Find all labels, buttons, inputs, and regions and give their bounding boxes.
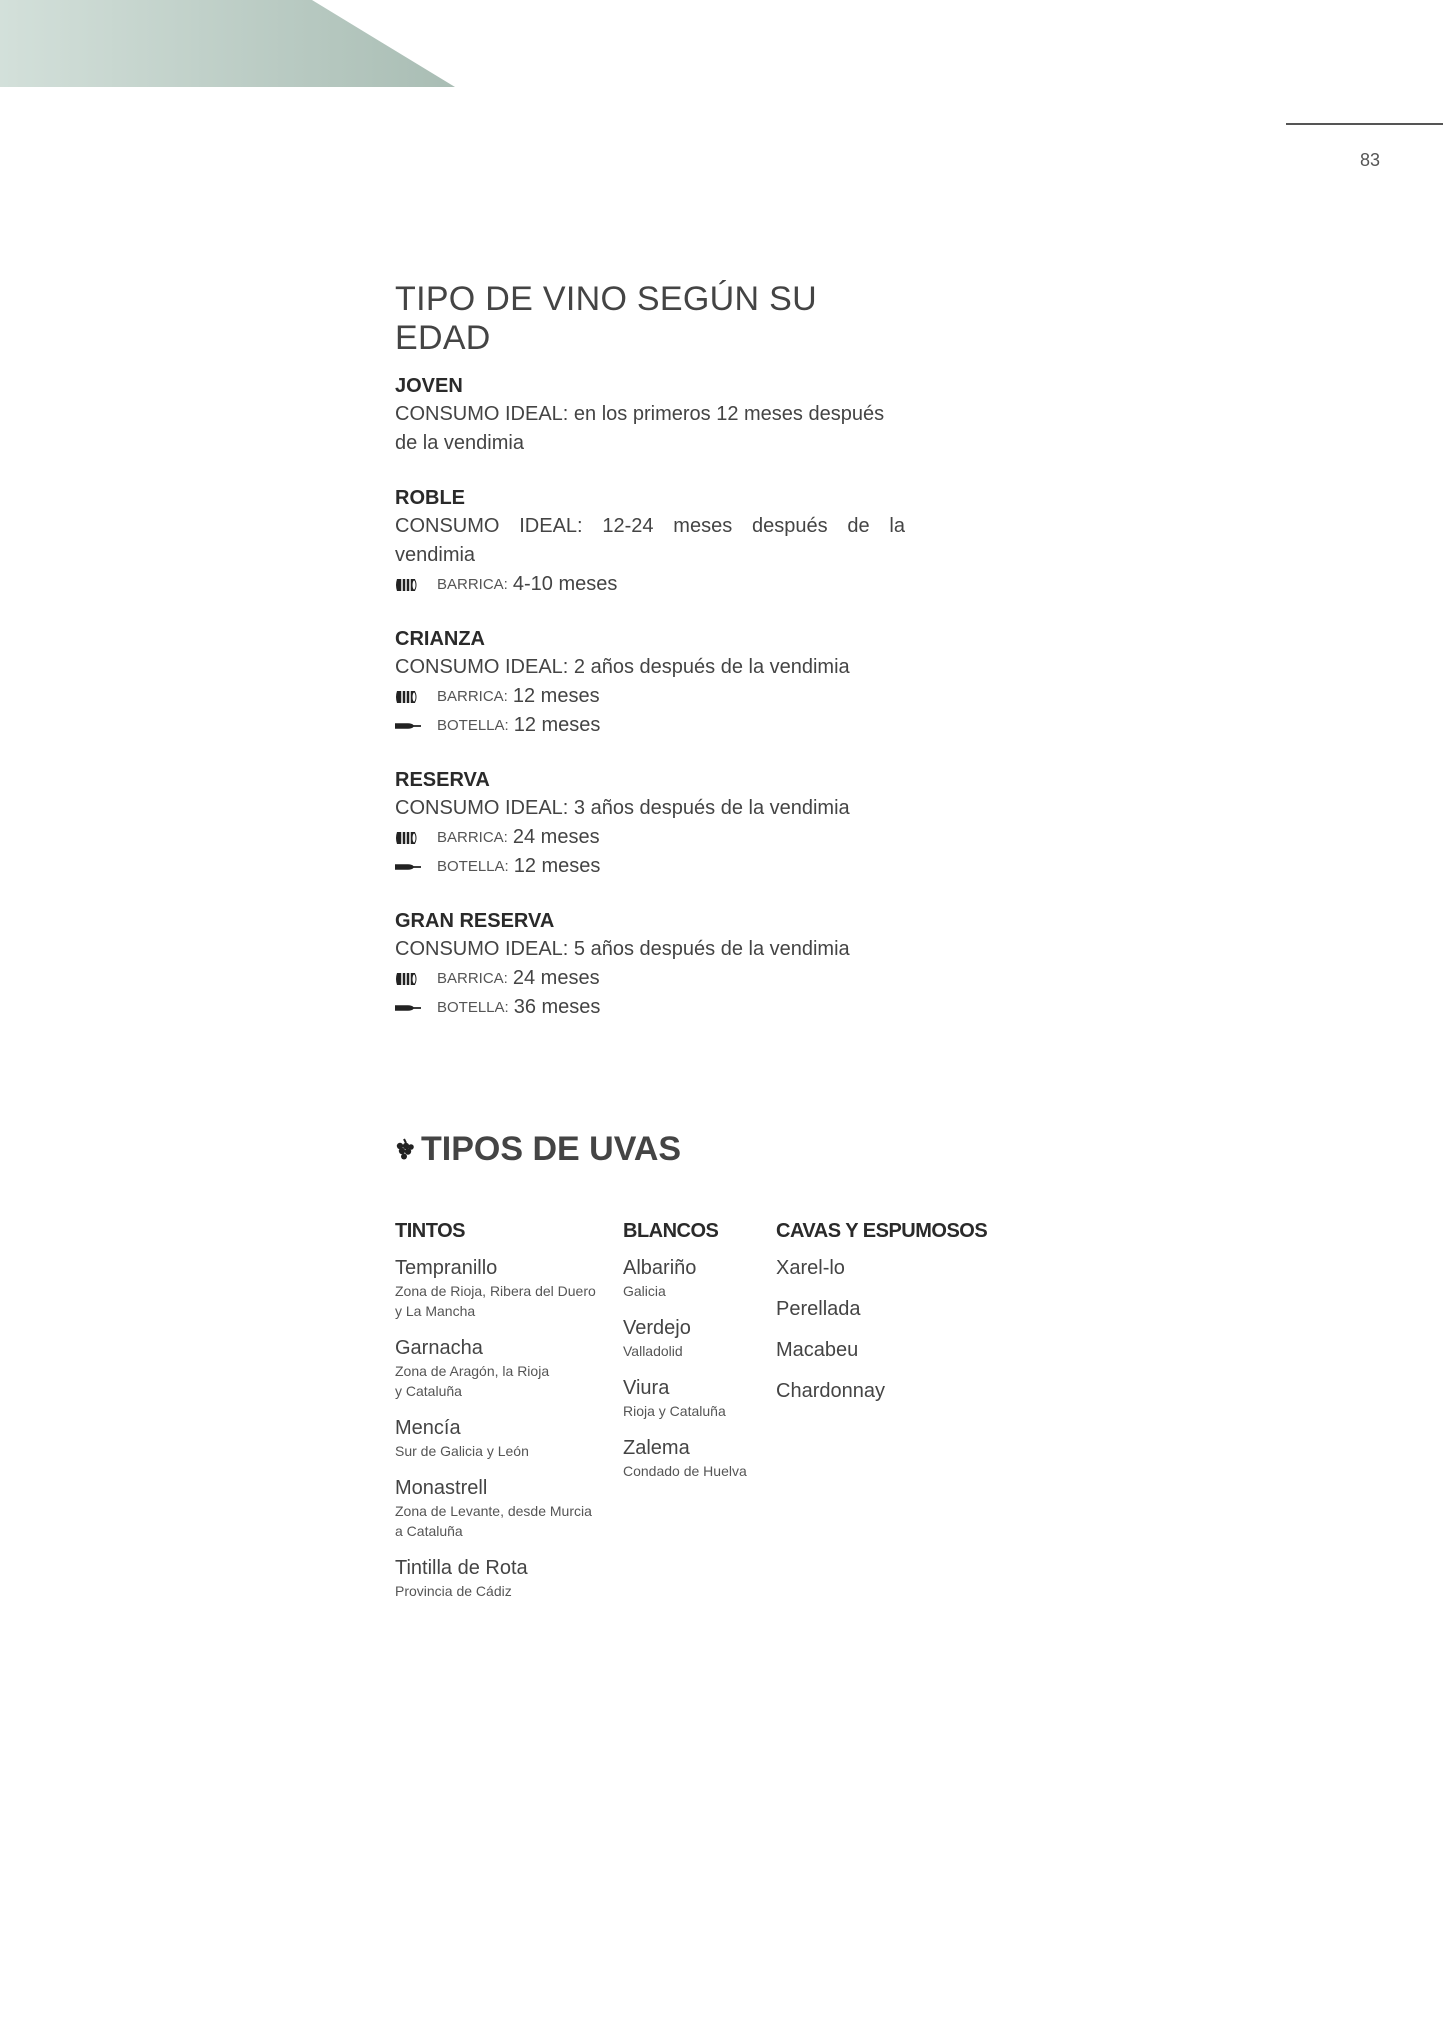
- header-rule: [1286, 123, 1443, 125]
- grape-name: Monastrell: [395, 1477, 488, 1499]
- barrel-icon: [395, 828, 421, 848]
- wine-type-roble: [395, 484, 905, 599]
- consumo-ideal: CONSUMO IDEAL: 5 años después de la vendimia: [395, 938, 850, 960]
- grape-zone: Zona de Rioja, Ribera del Duero y La Mancha: [395, 1283, 596, 1319]
- page-number: 83: [1359, 150, 1381, 170]
- wine-type-gran-reserva: [395, 907, 905, 1022]
- grape-types-heading: [395, 1130, 1095, 1169]
- botella-value: 12 meses: [513, 714, 601, 736]
- cavas-column: [776, 1220, 1006, 1419]
- botella-label: BOTELLA:: [437, 717, 509, 734]
- consumo-ideal: CONSUMO IDEAL: 3 años después de la vendimia: [395, 797, 850, 819]
- grape-zone: Rioja y Cataluña: [623, 1403, 726, 1419]
- botella-value: 12 meses: [513, 855, 601, 877]
- tintos-header: TINTOS: [395, 1220, 465, 1242]
- wine-type-name: GRAN RESERVA: [395, 910, 555, 932]
- botella-row: [395, 993, 905, 1022]
- tintos-column: [395, 1220, 610, 1615]
- barrica-row: [395, 823, 905, 852]
- barrica-label: BARRICA:: [437, 688, 508, 705]
- grape-icon: [395, 1138, 415, 1162]
- grape-types-title: TIPOS DE UVAS: [421, 1130, 682, 1168]
- barrica-row: [395, 682, 905, 711]
- blancos-column: [623, 1220, 773, 1495]
- grape-zone: Valladolid: [623, 1343, 683, 1359]
- grape-name: Mencía: [395, 1417, 461, 1439]
- grape-zone: Provincia de Cádiz: [395, 1583, 512, 1599]
- barrica-label: BARRICA:: [437, 970, 508, 987]
- blancos-header: BLANCOS: [623, 1220, 719, 1242]
- wine-age-title: TIPO DE VINO SEGÚN SU EDAD: [395, 280, 817, 357]
- grape-name: Garnacha: [395, 1337, 483, 1359]
- grape-item: [395, 1555, 610, 1601]
- grape-zone: Sur de Galicia y León: [395, 1443, 529, 1459]
- botella-label: BOTELLA:: [437, 999, 509, 1016]
- barrica-value: 24 meses: [512, 967, 600, 989]
- botella-value: 36 meses: [513, 996, 601, 1018]
- grape-name: Viura: [623, 1377, 670, 1399]
- grape-name: Tempranillo: [395, 1257, 498, 1279]
- corner-decoration: [0, 0, 470, 90]
- grape-item: [395, 1335, 610, 1401]
- grape-item: [623, 1315, 773, 1361]
- wine-age-section: [395, 280, 905, 1048]
- grape-name: Albariño: [623, 1257, 697, 1279]
- barrica-label: BARRICA:: [437, 829, 508, 846]
- bottle-icon: [395, 998, 421, 1018]
- grape-types-section: [395, 1130, 1095, 1599]
- cava-grape: Perellada: [776, 1298, 861, 1320]
- wine-type-name: JOVEN: [395, 375, 463, 397]
- grape-zone: Condado de Huelva: [623, 1463, 747, 1479]
- barrel-icon: [395, 575, 421, 595]
- wine-type-name: CRIANZA: [395, 628, 485, 650]
- grape-zone: Zona de Aragón, la Rioja y Cataluña: [395, 1363, 550, 1399]
- wine-type-reserva: [395, 766, 905, 881]
- grape-item: [395, 1475, 610, 1541]
- barrel-icon: [395, 969, 421, 989]
- cava-grape: Chardonnay: [776, 1380, 885, 1402]
- grape-item: [623, 1435, 773, 1481]
- botella-label: BOTELLA:: [437, 858, 509, 875]
- barrel-icon: [395, 687, 421, 707]
- cavas-header: CAVAS Y ESPUMOSOS: [776, 1220, 988, 1242]
- grape-zone: Zona de Levante, desde Murcia a Cataluña: [395, 1503, 592, 1539]
- wine-type-crianza: [395, 625, 905, 740]
- grape-item: [395, 1415, 610, 1461]
- grape-item: [623, 1375, 773, 1421]
- barrica-value: 12 meses: [512, 685, 600, 707]
- grape-name: Zalema: [623, 1437, 690, 1459]
- bottle-icon: [395, 716, 421, 736]
- barrica-value: 4-10 meses: [512, 573, 618, 595]
- wine-type-name: RESERVA: [395, 769, 490, 791]
- barrica-row: [395, 570, 905, 599]
- cava-grape: Macabeu: [776, 1339, 859, 1361]
- barrica-label: BARRICA:: [437, 576, 508, 593]
- grape-item: [395, 1255, 610, 1321]
- barrica-value: 24 meses: [512, 826, 600, 848]
- grape-item: [623, 1255, 773, 1301]
- botella-row: [395, 852, 905, 881]
- grape-name: Tintilla de Rota: [395, 1557, 528, 1579]
- consumo-ideal: CONSUMO IDEAL: 12-24 meses después de la vendimia: [395, 515, 905, 566]
- grape-zone: Galicia: [623, 1283, 666, 1299]
- barrica-row: [395, 964, 905, 993]
- consumo-ideal: CONSUMO IDEAL: 2 años después de la vendimia: [395, 656, 850, 678]
- consumo-ideal: CONSUMO IDEAL: en los primeros 12 meses después de la vendimia: [395, 403, 885, 454]
- wine-type-name: ROBLE: [395, 487, 465, 509]
- bottle-icon: [395, 857, 421, 877]
- botella-row: [395, 711, 905, 740]
- cava-grape: Xarel-lo: [776, 1257, 845, 1279]
- grape-name: Verdejo: [623, 1317, 691, 1339]
- wine-type-joven: [395, 372, 905, 458]
